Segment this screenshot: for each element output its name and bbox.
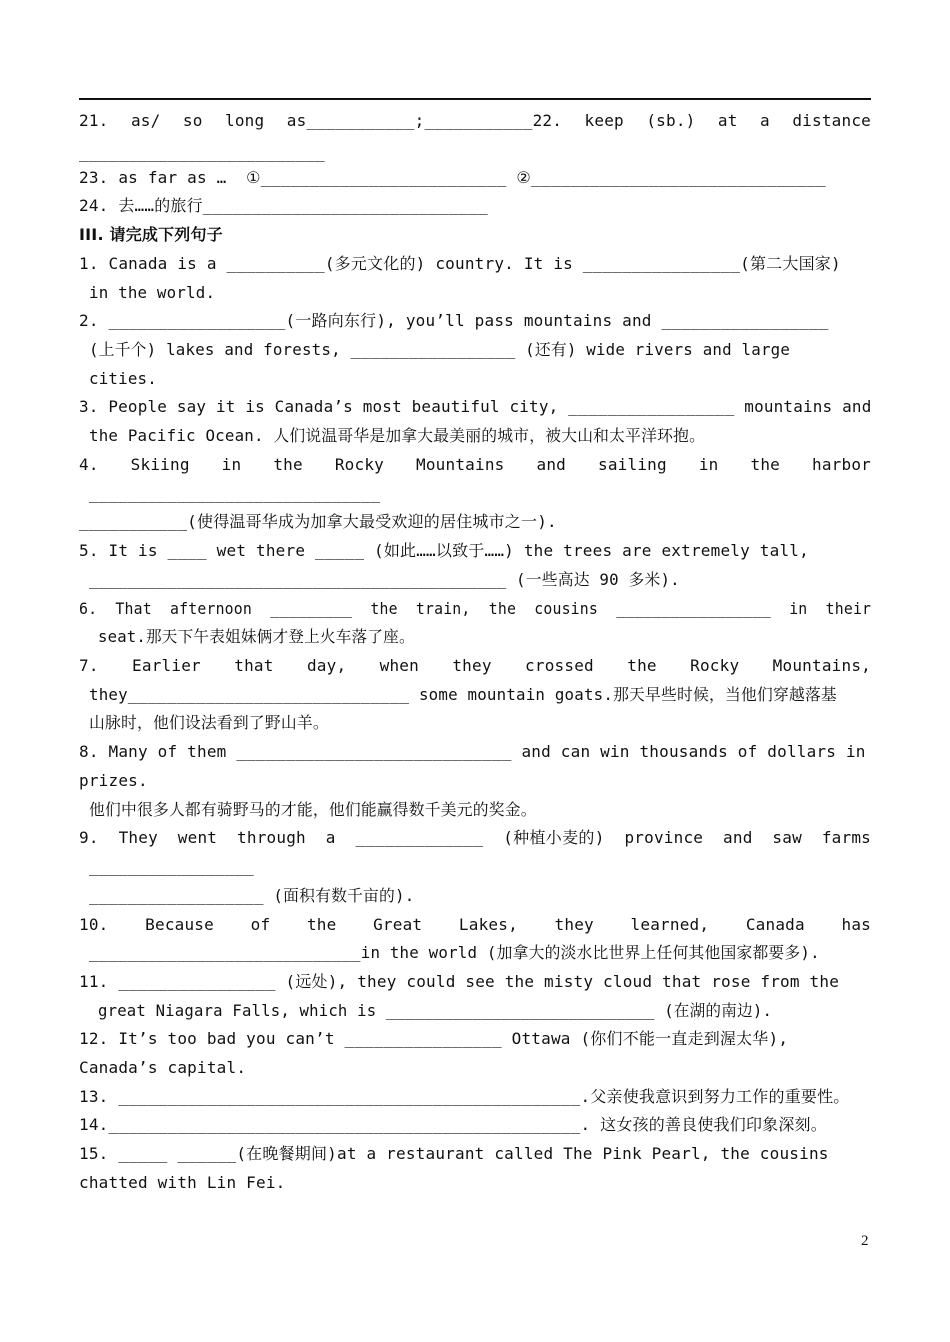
sentence-7-line-2: they_____________________________ some mountain goats.那天早些时候，当他们穿越落基 xyxy=(89,685,837,704)
sentence-9-line-1: 9. They went through a _____________ (种植小麦的) province and saw farms xyxy=(79,828,871,847)
sentence-7-line-3: 山脉时，他们设法看到了野山羊。 xyxy=(89,713,329,732)
sentence-2-line-3: cities. xyxy=(89,369,157,388)
section-heading: III. 请完成下列句子 xyxy=(79,225,223,244)
sentence-7-line-1: 7. Earlier that day, when they crossed the Rocky Mountains, xyxy=(79,656,871,675)
sentence-9-line-2: _________________ xyxy=(89,857,254,876)
sentence-11-line-2: great Niagara Falls, which is ____________________________ (在湖的南边). xyxy=(98,1001,773,1020)
sentence-4-line-2: ______________________________ xyxy=(89,484,381,503)
sentence-8-line-2: prizes. xyxy=(79,771,148,790)
sentence-2-line-2: (上千个) lakes and forests, _________________ (还有) wide rivers and large xyxy=(89,340,791,359)
item-23: 23. as far as … ①_________________________ ②______________________________ xyxy=(79,168,826,187)
sentence-1-line-2: in the world. xyxy=(89,283,216,302)
sentence-14: 14.________________________________________________. 这女孩的善良使我们印象深刻。 xyxy=(79,1115,827,1134)
sentence-2-line-1: 2. __________________(一路向东行), you’ll pass mountains and _________________ xyxy=(79,311,829,330)
sentence-4-line-1: 4. Skiing in the Rocky Mountains and sailing in the harbor xyxy=(79,455,871,474)
sentence-3-line-2: the Pacific Ocean. 人们说温哥华是加拿大最美丽的城市，被大山和太平洋环抱。 xyxy=(89,426,706,445)
sentence-5-line-1: 5. It is ____ wet there _____ (如此……以致于……) the trees are extremely tall, xyxy=(79,541,809,560)
item-21-22: 21. as/ so long as___________;___________22. keep (sb.) at a distance xyxy=(79,111,871,130)
sentence-10-line-1: 10. Because of the Great Lakes, they learned, Canada has xyxy=(79,915,871,934)
sentence-8-line-1: 8. Many of them ____________________________ and can win thousands of dollars in xyxy=(79,742,866,761)
sentence-13: 13. _______________________________________________.父亲使我意识到努力工作的重要性。 xyxy=(79,1087,850,1106)
sentence-8-line-3: 他们中很多人都有骑野马的才能，他们能赢得数千美元的奖金。 xyxy=(89,800,537,819)
sentence-9-line-3: __________________ (面积有数千亩的). xyxy=(89,886,415,905)
sentence-1-line-1: 1. Canada is a __________(多元文化的) country. It is ________________(第二大国家) xyxy=(79,254,841,273)
item-22-blank: _________________________ xyxy=(79,143,325,162)
sentence-4-line-3: ___________(使得温哥华成为加拿大最受欢迎的居住城市之一). xyxy=(79,512,557,531)
sentence-11-line-1: 11. ________________ (远处), they could see the misty cloud that rose from the xyxy=(79,972,840,991)
sentence-5-line-2: ___________________________________________ (一些高达 90 多米). xyxy=(89,570,680,589)
sentence-15-line-2: chatted with Lin Fei. xyxy=(79,1173,286,1192)
sentence-3-line-1: 3. People say it is Canada’s most beautiful city, _________________ mountains and xyxy=(79,397,872,416)
sentence-10-line-2: ____________________________in the world (加拿大的淡水比世界上任何其他国家都要多). xyxy=(89,943,820,962)
item-24: 24. 去……的旅行_____________________________ xyxy=(79,196,488,215)
sentence-6-line-1: 6. That afternoon _________ the train, the cousins _________________ in their xyxy=(79,599,872,618)
page-number: 2 xyxy=(861,1233,869,1249)
sentence-12-line-2: Canada’s capital. xyxy=(79,1058,247,1077)
top-rule xyxy=(79,98,871,100)
sentence-12-line-1: 12. It’s too bad you can’t ________________ Ottawa (你们不能一直走到渥太华), xyxy=(79,1029,789,1048)
sentence-15-line-1: 15. _____ ______(在晚餐期间)at a restaurant called The Pink Pearl, the cousins xyxy=(79,1144,829,1163)
sentence-6-line-2: seat.那天下午表姐妹俩才登上火车落了座。 xyxy=(98,627,415,646)
